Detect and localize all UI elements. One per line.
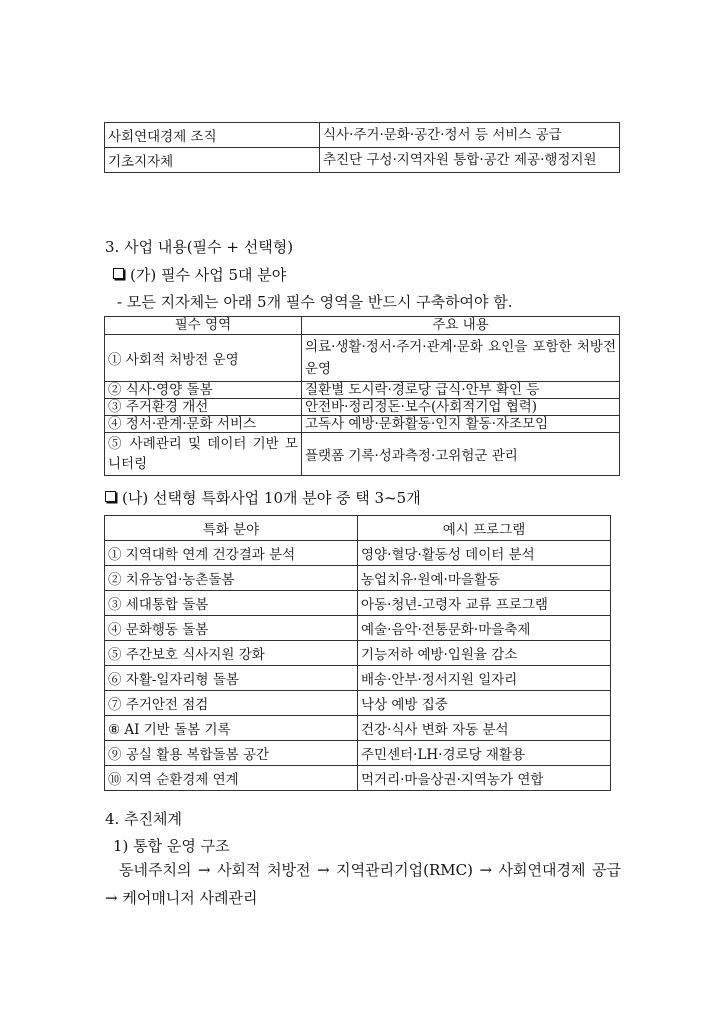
table-cell-content: 질환별 도시락·경로당 급식·안부 확인 등 [302, 382, 620, 399]
table-header-row [105, 516, 611, 541]
section4-sub1-heading: 1) 통합 운영 구조 [113, 837, 230, 855]
table-cell-program: 아동·청년-고령자 교류 프로그램 [358, 591, 611, 616]
table-cell-content: 의료·생활·정서·주거·관계·문화 요인을 포함한 처방전 운영 [302, 335, 620, 382]
table-row [105, 566, 611, 591]
table-cell-content: 고독사 예방·문화활동·인지 활동·자조모임 [302, 416, 620, 433]
table-row [105, 541, 611, 566]
checkbox-square-icon [105, 491, 116, 502]
checkbox-square-icon [113, 268, 124, 279]
table-cell-content: 플랫폼 기록·성과측정·고위험군 관리 [302, 433, 620, 476]
table-cell-area: ② 식사·영양 돌봄 [105, 382, 302, 399]
subsection-a-note: - 모든 지자체는 아래 5개 필수 영역을 반드시 구축하여야 함. [117, 293, 513, 311]
table-cell-area: ⑥ 자활-일자리형 돌봄 [105, 666, 358, 691]
table-cell-program: 배송·안부·정서지원 일자리 [358, 666, 611, 691]
table-cell-content: 안전바·정리정돈·보수(사회적기업 협력) [302, 399, 620, 416]
table-cell-area: ⑨ 공실 활용 복합돌봄 공간 [105, 741, 358, 766]
table-cell-role: 추진단 구성·지역자원 통합·공간 제공·행정지원 [320, 148, 620, 173]
table-cell-program: 기능저하 예방·입원율 감소 [358, 641, 611, 666]
table-cell-area: ⑤ 사례관리 및 데이터 기반 모니터링 [105, 433, 302, 476]
table-cell-area: ③ 세대통합 돌봄 [105, 591, 358, 616]
table-cell-program: 농업치유·원예·마을활동 [358, 566, 611, 591]
operation-flow-text: 동네주치의 → 사회적 처방전 → 지역관리기업(RMC) → 사회연대경제 공급 → 케어매니저 사례관리 [105, 861, 621, 907]
subsection-a-heading [113, 264, 286, 285]
table-cell-area: ⑦ 주거안전 점검 [105, 691, 358, 716]
header-required-area: 필수 영역 [105, 317, 302, 335]
table-row [105, 416, 620, 433]
table-cell-area: ③ 주거환경 개선 [105, 399, 302, 416]
table-cell-area: ④ 정서·관계·문화 서비스 [105, 416, 302, 433]
table-row [105, 433, 620, 476]
table-row [105, 766, 611, 791]
subsection-a-label: (가) 필수 사업 5대 분야 [130, 266, 287, 284]
section4-heading: 4. 추진체계 [105, 810, 183, 828]
table-row [105, 382, 620, 399]
table-cell-area: ① 사회적 처방전 운영 [105, 335, 302, 382]
table-row [105, 123, 620, 148]
header-example-program: 예시 프로그램 [358, 516, 611, 541]
table-header-row [105, 317, 620, 335]
table-cell-area: ⑤ 주간보호 식사지원 강화 [105, 641, 358, 666]
org-role-table [104, 122, 620, 173]
table-cell-area: ⑩ 지역 순환경제 연계 [105, 766, 358, 791]
table-cell-area: ④ 문화행동 돌봄 [105, 616, 358, 641]
subsection-b-heading [105, 487, 421, 508]
table-cell-entity: 사회연대경제 조직 [105, 123, 320, 148]
table-cell-role: 식사·주거·문화·공간·정서 등 서비스 공급 [320, 123, 620, 148]
table-row [105, 691, 611, 716]
table-row [105, 666, 611, 691]
table-cell-program: 건강·식사 변화 자동 분석 [358, 716, 611, 741]
required-areas-table [104, 316, 620, 476]
subsection-b-label: (나) 선택형 특화사업 10개 분야 중 택 3~5개 [122, 489, 421, 507]
table-cell-area: ① 지역대학 연계 건강결과 분석 [105, 541, 358, 566]
table-cell-program: 낙상 예방 집중 [358, 691, 611, 716]
table-cell-entity: 기초지자체 [105, 148, 320, 173]
table-cell-area: ② 치유농업·농촌돌봄 [105, 566, 358, 591]
header-special-area: 특화 분야 [105, 516, 358, 541]
table-row [105, 616, 611, 641]
table-cell-program: 먹거리·마을상권·지역농가 연합 [358, 766, 611, 791]
table-cell-program: 주민센터·LH·경로당 재활용 [358, 741, 611, 766]
table-row [105, 148, 620, 173]
table-row [105, 591, 611, 616]
optional-areas-table [104, 515, 611, 791]
table-row [105, 741, 611, 766]
table-cell-program: 영양·혈당·활동성 데이터 분석 [358, 541, 611, 566]
table-cell-program: 예술·음악·전통문화·마을축제 [358, 616, 611, 641]
header-main-content: 주요 내용 [302, 317, 620, 335]
table-row [105, 641, 611, 666]
table-row [105, 716, 611, 741]
table-row [105, 399, 620, 416]
table-row [105, 335, 620, 382]
table-cell-area: ⑧ AI 기반 돌봄 기록 [105, 716, 358, 741]
section3-heading: 3. 사업 내용(필수 + 선택형) [105, 238, 294, 256]
